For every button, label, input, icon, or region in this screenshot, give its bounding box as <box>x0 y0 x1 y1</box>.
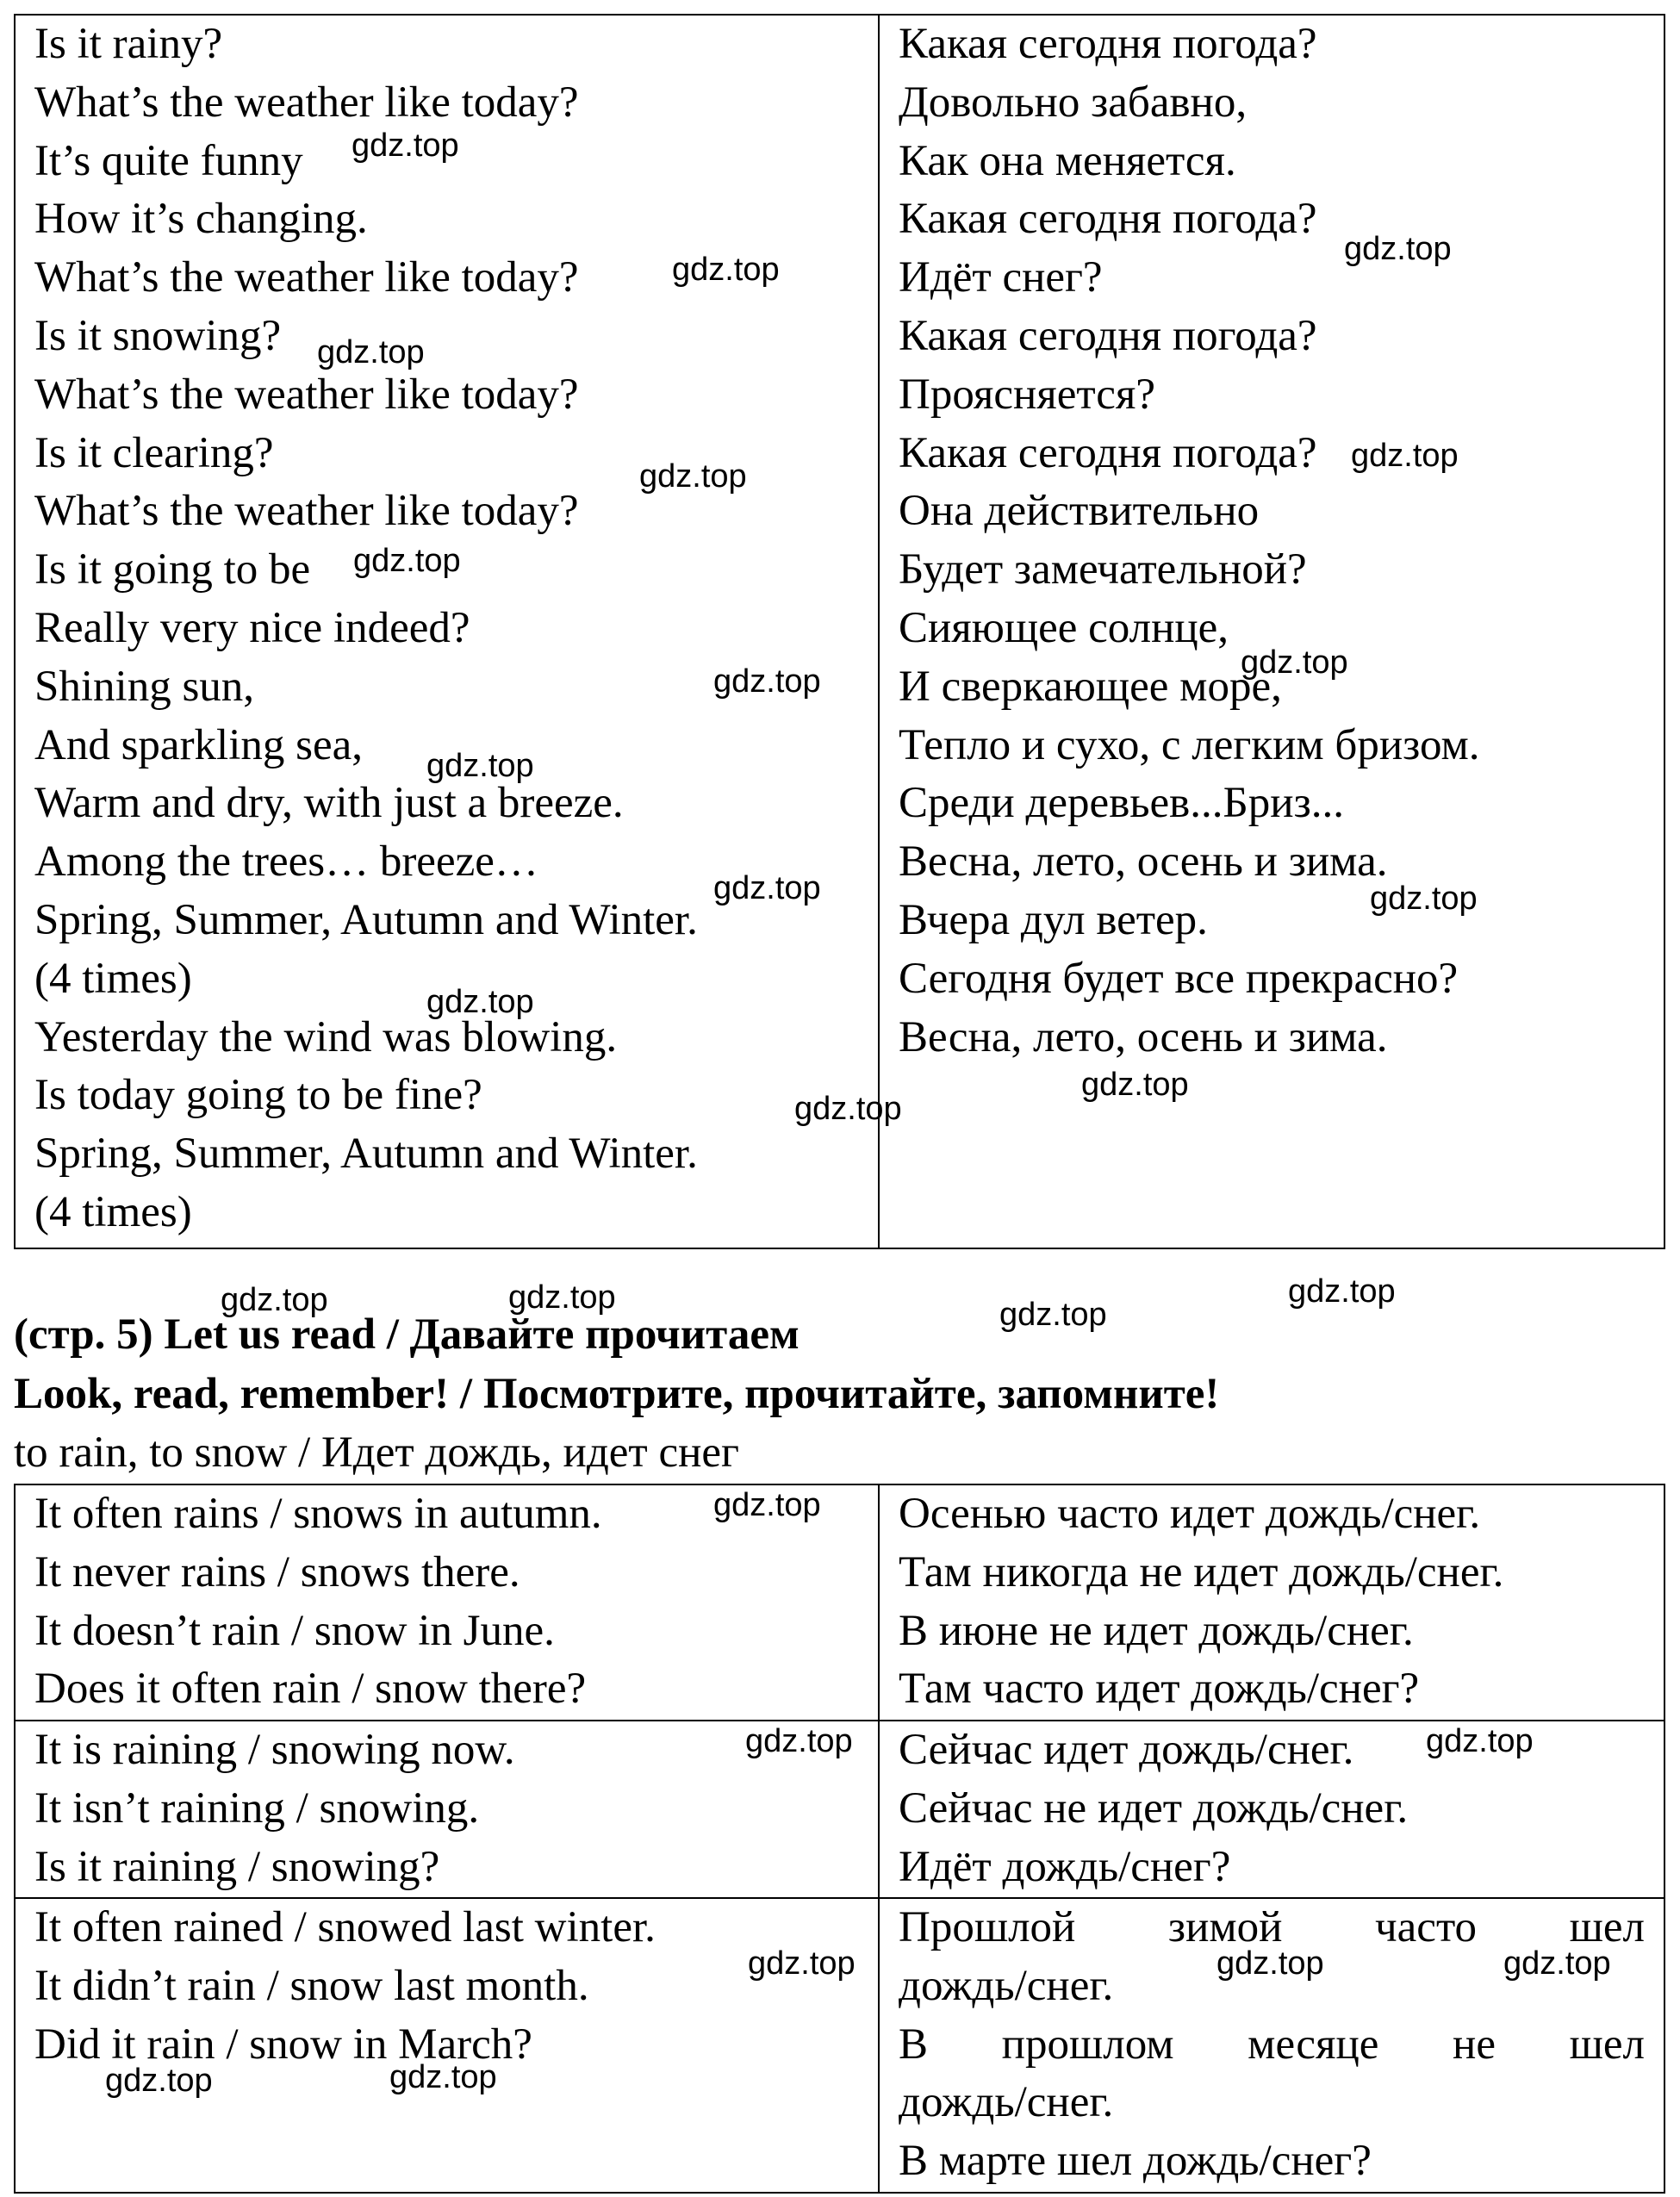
song-line-en: What’s the weather like today? <box>34 487 579 536</box>
watermark: gdz.top <box>713 663 821 700</box>
song-line-en: Among the trees… breeze… <box>34 837 538 887</box>
song-line-en: Is it snowing? <box>34 311 282 360</box>
watermark: gdz.top <box>794 1091 902 1127</box>
watermark: gdz.top <box>1370 881 1478 917</box>
song-line-ru: Как она меняется. <box>899 136 1236 185</box>
song-line-ru: Она действительно <box>899 487 1260 536</box>
watermark: gdz.top <box>508 1279 616 1316</box>
watermark: gdz.top <box>1241 644 1348 681</box>
grammar-line-ru: дождь/снег. <box>899 1961 1114 2010</box>
watermark: gdz.top <box>105 2063 213 2099</box>
watermark: gdz.top <box>713 870 821 906</box>
grammar-russian-cell <box>879 1484 1664 1721</box>
grammar-line-ru: Идёт дождь/снег? <box>899 1842 1231 1891</box>
song-line-ru: Сегодня будет все прекрасно? <box>899 954 1459 1003</box>
watermark: gdz.top <box>1344 231 1452 267</box>
song-line-en: How it’s changing. <box>34 195 368 244</box>
song-line-ru: Идёт снег? <box>899 253 1103 302</box>
grammar-line-ru: В июне не идет дождь/снег. <box>899 1606 1414 1655</box>
watermark: gdz.top <box>748 1945 856 1982</box>
grammar-russian-cell <box>879 1898 1664 2193</box>
song-russian-cell <box>879 15 1664 1248</box>
section-subtitle: Look, read, remember! / Посмотрите, прочитайте, запомните! <box>14 1370 1220 1418</box>
song-line-ru: Среди деревьев...Бриз... <box>899 779 1344 828</box>
song-line-ru: Весна, лето, осень и зима. <box>899 1012 1388 1061</box>
section-title: (стр. 5) Let us read / Давайте прочитаем <box>14 1310 800 1359</box>
grammar-line-ru: Осенью часто идет дождь/снег. <box>899 1490 1481 1538</box>
grammar-line-en: Is it raining / snowing? <box>34 1842 440 1891</box>
table-row <box>15 1898 1664 2193</box>
grammar-table <box>14 1484 1665 2194</box>
grammar-line-ru: Там часто идет дождь/снег? <box>899 1665 1420 1714</box>
song-line-en: Yesterday the wind was blowing. <box>34 1012 618 1061</box>
song-line-ru: Проясняется? <box>899 370 1155 419</box>
watermark: gdz.top <box>426 984 534 1020</box>
song-line-en: Is it clearing? <box>34 428 274 477</box>
grammar-line-ru: В марте шел дождь/снег? <box>899 2137 1372 2186</box>
song-line-en: What’s the weather like today? <box>34 253 579 302</box>
watermark: gdz.top <box>1288 1273 1396 1310</box>
song-line-en: Spring, Summer, Autumn and Winter. <box>34 1130 698 1179</box>
watermark: gdz.top <box>426 748 534 784</box>
watermark: gdz.top <box>745 1723 853 1759</box>
grammar-line-en: It didn’t rain / snow last month. <box>34 1961 589 2010</box>
song-line-ru: Довольно забавно, <box>899 78 1248 127</box>
song-line-ru: Весна, лето, осень и зима. <box>899 837 1388 887</box>
song-line-ru: Какая сегодня погода? <box>899 428 1317 477</box>
song-line-en: Is it rainy? <box>34 20 223 68</box>
grammar-line-ru: Сейчас идет дождь/снег. <box>899 1726 1354 1774</box>
song-line-ru: Какая сегодня погода? <box>899 20 1317 68</box>
song-line-ru: Какая сегодня погода? <box>899 311 1317 360</box>
song-line-ru: Вчера дул ветер. <box>899 895 1208 944</box>
song-line-ru: Сияющее солнце, <box>899 603 1229 652</box>
song-line-ru: И сверкающее море, <box>899 662 1282 711</box>
watermark: gdz.top <box>672 252 780 288</box>
grammar-line-en: It doesn’t rain / snow in June. <box>34 1606 555 1655</box>
grammar-line-en: Did it rain / snow in March? <box>34 2020 532 2069</box>
table-row <box>15 1484 1664 1721</box>
song-line-ru: Будет замечательной? <box>899 545 1307 594</box>
song-line-en: It’s quite funny <box>34 136 303 185</box>
song-line-en: Really very nice indeed? <box>34 603 470 652</box>
grammar-line-en: It isn’t raining / snowing. <box>34 1783 480 1833</box>
watermark: gdz.top <box>1216 1945 1324 1982</box>
grammar-line-ru: Прошлой зимой часто шел <box>899 1903 1645 1951</box>
song-line-en: What’s the weather like today? <box>34 370 579 419</box>
song-line-en: Warm and dry, with just a breeze. <box>34 779 624 828</box>
grammar-line-ru: дождь/снег. <box>899 2078 1114 2127</box>
grammar-line-ru: Сейчас не идет дождь/снег. <box>899 1783 1409 1833</box>
song-line-ru: Какая сегодня погода? <box>899 195 1317 244</box>
grammar-line-en: It never rains / snows there. <box>34 1547 520 1596</box>
song-line-en: And sparkling sea, <box>34 720 364 769</box>
song-line-en: Is today going to be fine? <box>34 1071 482 1120</box>
watermark: gdz.top <box>352 128 459 164</box>
watermark: gdz.top <box>317 334 425 370</box>
grammar-line-en: It is raining / snowing now. <box>34 1726 515 1774</box>
song-line-ru: Тепло и сухо, с легким бризом. <box>899 720 1480 769</box>
song-row <box>15 15 1664 1248</box>
watermark: gdz.top <box>221 1282 328 1318</box>
grammar-english-cell <box>15 1898 879 2193</box>
watermark: gdz.top <box>1503 1945 1611 1982</box>
watermark: gdz.top <box>713 1487 821 1523</box>
grammar-line-en: It often rains / snows in autumn. <box>34 1490 602 1538</box>
grammar-line-en: It often rained / snowed last winter. <box>34 1903 656 1951</box>
song-line-en: (4 times) <box>34 1187 192 1236</box>
song-table <box>14 14 1665 1249</box>
song-line-en: Shining sun, <box>34 662 255 711</box>
grammar-line-ru: Там никогда не идет дождь/снег. <box>899 1547 1504 1596</box>
watermark: gdz.top <box>353 543 461 579</box>
watermark: gdz.top <box>389 2059 497 2095</box>
watermark: gdz.top <box>1081 1067 1189 1103</box>
watermark: gdz.top <box>1351 438 1459 474</box>
grammar-russian-cell <box>879 1721 1664 1898</box>
song-line-en: What’s the weather like today? <box>34 78 579 127</box>
grammar-line-ru: В прошлом месяце не шел <box>899 2020 1645 2069</box>
song-line-en: (4 times) <box>34 954 192 1003</box>
watermark: gdz.top <box>1426 1723 1534 1759</box>
song-english-cell <box>15 15 879 1248</box>
grammar-line-en: Does it often rain / snow there? <box>34 1665 587 1714</box>
watermark: gdz.top <box>999 1297 1107 1333</box>
song-line-en: Is it going to be <box>34 545 311 594</box>
watermark: gdz.top <box>639 458 747 495</box>
song-line-en: Spring, Summer, Autumn and Winter. <box>34 895 698 944</box>
section-phrase: to rain, to snow / Идет дождь, идет снег <box>14 1428 739 1477</box>
